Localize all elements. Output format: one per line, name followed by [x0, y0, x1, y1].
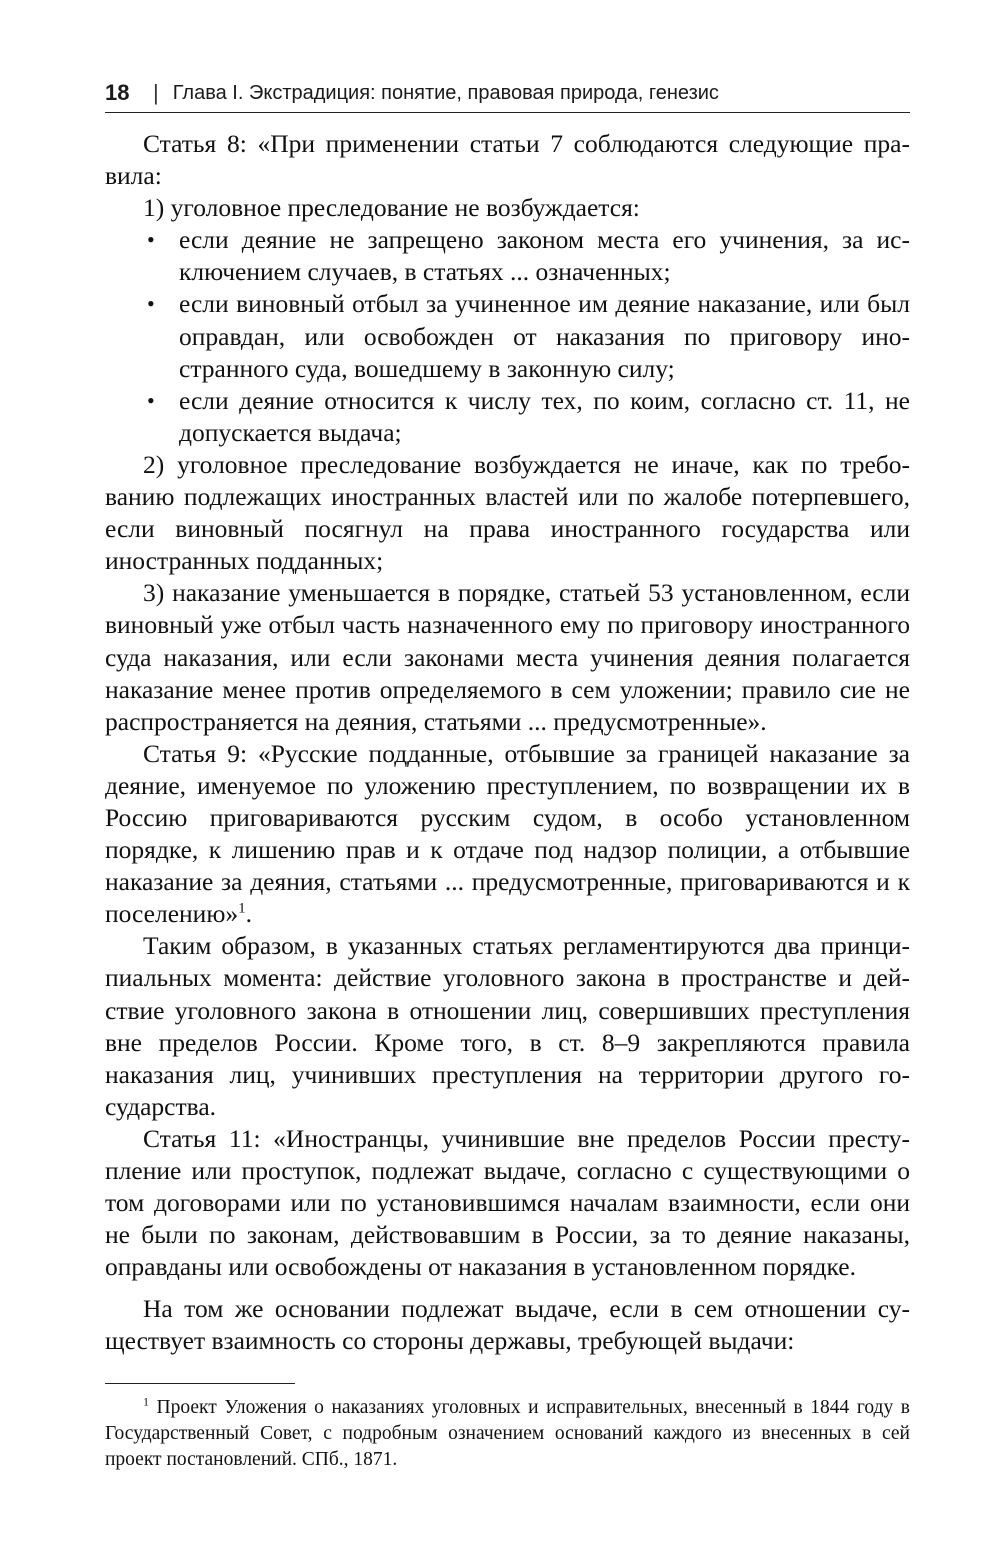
paragraph-item-2: 2) уголовное преследование возбуждается не иначе, как по требованию подлежащих иностранных властей или по жалобе потерпевшего, если виновный посягнул на права иностранного государства или иностранных подданных;: [105, 449, 910, 576]
bullet-item: • если виновный отбыл за учиненное им деяние наказание, или был оправдан, или освобожден от наказания по приговору иностранного суда, вошедшему в законную силу;: [179, 288, 910, 384]
main-text: [105, 128, 910, 1358]
bullet-item: • если деяние не запрещено законом места его учинения, за исключением случаев, в статьях ... означенных;: [179, 224, 910, 288]
running-header: [105, 80, 910, 106]
footnote-text: Проект Уложения о наказаниях уголовных и исправительных, внесенный в 1844 году в Государственный Совет, с подробным означением оснований каждого из внесенных в сей проект постановлений. СПб., 1871.: [105, 1397, 910, 1470]
header-separator: |: [153, 80, 159, 105]
paragraph-article-11: Статья 11: «Иностранцы, учинившие вне пределов России преступление или проступок, подлежат выдаче, согласно с существующими о том договорами или по установившимся началам взаимности, если они не были по законам, действовавшим в России, за то деяние наказаны, оправданы или освобождены от наказания в установленном порядке.: [105, 1123, 910, 1282]
paragraph-summary: Таким образом, в указанных статьях регламентируются два принципиальных момента: действие уголовного закона в пространстве и действие уголовного закона в отношении лиц, совершивших преступления вне пределов России. Кроме того, в ст. 8–9 закрепляются правила наказания лиц, учинивших преступления на территории другого государства.: [105, 931, 910, 1121]
footnote: [105, 1395, 910, 1473]
footnote-rule: [105, 1383, 295, 1384]
bullet-item: • если деяние относится к числу тех, по коим, согласно ст. 11, не допускается выдача;: [179, 385, 910, 449]
page-number: 18: [105, 80, 130, 105]
header-rule: [105, 112, 910, 113]
bullet-list: [105, 224, 910, 449]
paragraph-article-9: [105, 738, 910, 931]
footnote-number: 1: [143, 1394, 149, 1409]
article-9-text: Статья 9: «Русские подданные, отбывшие за границей наказание за деяние, именуемое по уложению преступлением, по возвращении их в Россию приговариваются русским судом, в особо установленном порядке, к лишению прав и к отдаче под надзор полиции, а отбывшие наказание за деяния, статьями ... предусмотренные, приговариваются и к поселению»: [105, 738, 910, 929]
article-9-end: .: [245, 899, 252, 929]
paragraph-item-3: 3) наказание уменьшается в порядке, статьей 53 установленном, если виновный уже отбыл часть назначенного ему по приговору иностранного суда наказания, или если законами места учинения деяния полагается наказание менее против определяемого в сем уложении; правило сие не распространяется на деяния, статьями ... предусмотренные».: [105, 578, 910, 736]
paragraph-item-1: 1) уголовное преследование не возбуждается:: [143, 193, 640, 223]
paragraph-reciprocity: На том же основании подлежат выдаче, если в сем отношении существует взаимность со стороны державы, требующей выдачи:: [105, 1294, 910, 1356]
chapter-title: Глава I. Экстрадиция: понятие, правовая природа, генезис: [172, 81, 719, 104]
footnote-reference: 1: [238, 900, 246, 917]
paragraph-article-8: Статья 8: «При применении статьи 7 соблюдаются следующие правила:: [105, 129, 910, 191]
